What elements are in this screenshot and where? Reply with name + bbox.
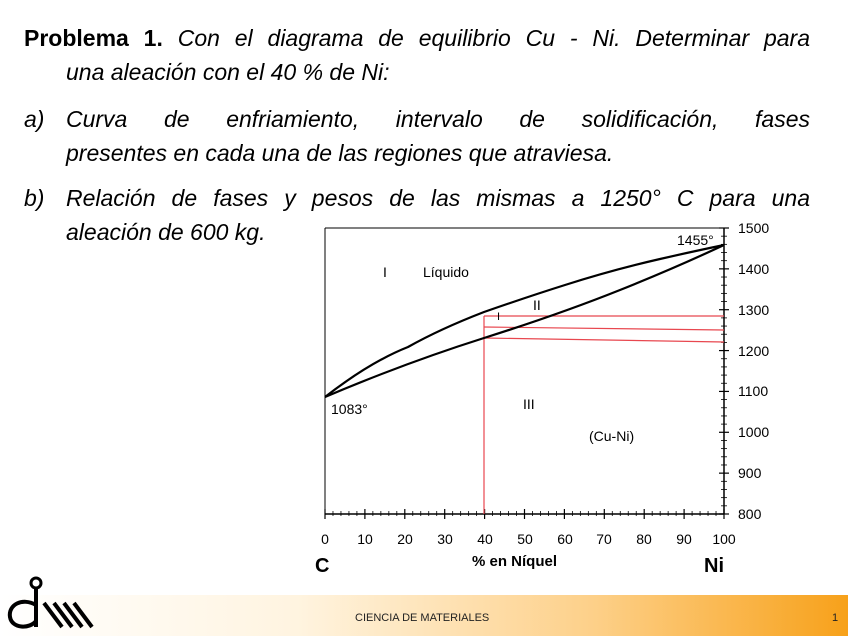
ni-melting-point: 1455° <box>677 232 714 248</box>
tie-line-lower <box>484 338 724 342</box>
x-tick-label: 30 <box>437 531 453 547</box>
x-tick-label: 50 <box>517 531 533 547</box>
page-number: 1 <box>832 612 839 624</box>
university-logo-icon <box>4 575 104 631</box>
y-tick-label: 1300 <box>738 302 770 318</box>
region-III-name: (Cu-Ni) <box>589 428 635 444</box>
x-tick-labels <box>321 531 736 547</box>
x-tick-label: 70 <box>596 531 612 547</box>
x-tick-label: 90 <box>676 531 692 547</box>
x-tick-label: 100 <box>712 531 736 547</box>
x-tick-label: 40 <box>477 531 493 547</box>
problem-text-line-1: Con el diagrama de equilibrio Cu - Ni. Determinar para <box>177 25 810 51</box>
cu-melting-point: 1083° <box>331 401 368 417</box>
x-tick-label: 80 <box>636 531 652 547</box>
region-I-name: Líquido <box>423 264 469 280</box>
y-tick-labels <box>738 220 769 522</box>
y-tick-label: 1500 <box>738 220 770 236</box>
y-tick-label: 800 <box>738 506 762 522</box>
y-tick-label: 1400 <box>738 261 770 277</box>
item-b-text-line-1: Relación de fases y pesos de las mismas a 1250° C para una <box>66 185 810 211</box>
region-III-numeral: III <box>523 396 535 412</box>
x-tick-label: 60 <box>557 531 573 547</box>
logo-text: dm <box>4 575 6 576</box>
x-tick-label: 20 <box>397 531 413 547</box>
item-a-text-line-1: Curva de enfriamiento, intervalo de solidificación, fases <box>66 106 810 132</box>
x-axis-label: % en Níquel <box>472 553 558 570</box>
problem-text-line-2: una aleación con el 40 % de Ni: <box>66 59 390 85</box>
region-I-numeral: I <box>383 264 387 280</box>
item-b-text-line-2: aleación de 600 kg. <box>66 219 266 245</box>
footer-title: CIENCIA DE MATERIALES <box>355 612 490 624</box>
item-a-text-line-2: presentes en cada una de las regiones que atraviesa. <box>66 140 614 166</box>
x-tick-label: 10 <box>357 531 373 547</box>
right-component-label: Ni <box>704 555 724 577</box>
region-II-numeral: II <box>533 297 541 313</box>
problem-label: Problema 1. <box>24 25 163 51</box>
region-II-left-mark: I <box>497 311 501 323</box>
x-tick-label: 0 <box>321 531 329 547</box>
y-tick-label: 1200 <box>738 343 770 359</box>
y-tick-label: 1100 <box>738 383 769 399</box>
item-a-marker: a) <box>24 106 45 132</box>
y-tick-label: 1000 <box>738 424 770 440</box>
item-b-marker: b) <box>24 185 45 211</box>
left-component-label: C <box>315 555 330 577</box>
y-tick-label: 900 <box>738 465 762 481</box>
